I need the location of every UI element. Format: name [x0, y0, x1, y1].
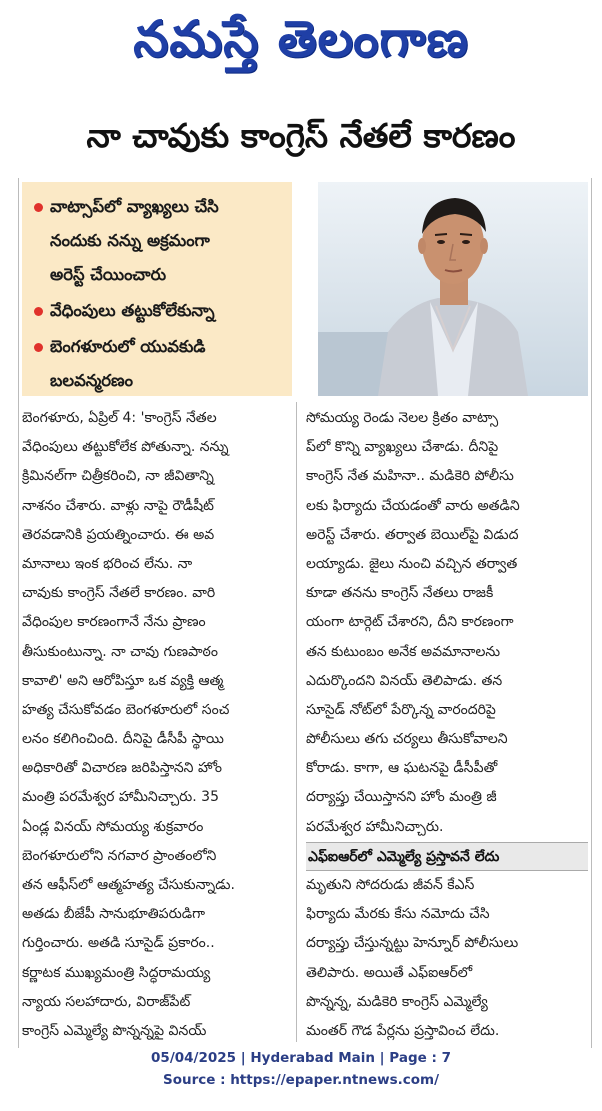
article-line: వేధింపులు తట్టుకోలేక పోతున్నా. నన్ను	[22, 439, 229, 456]
key-point	[30, 330, 286, 398]
source-link[interactable]: Source : https://epaper.ntnews.com/	[162, 1072, 440, 1088]
article-line: మృతుని సోదరుడు జీవన్‌ కేఎస్‌	[306, 877, 475, 893]
article-line: ప్‌లో కొన్ని వ్యాఖ్యలు చేశాడు. దీనిపై	[306, 439, 499, 456]
article-column-right	[306, 404, 588, 1046]
article-line: లనం కలిగించింది. దీనిపై డీసీపీ స్థాయి	[22, 731, 224, 748]
key-points-box	[22, 182, 292, 396]
article-line: బెంగళూరు, ఏప్రిల్‌ 4: 'కాంగ్రెస్‌ నేతల	[22, 410, 217, 426]
key-point-line: వాట్సాప్‌లో వ్యాఖ్యలు చేసి	[50, 197, 219, 216]
article-line: గుర్తించారు. అతడి సూసైడ్‌ ప్రకారం..	[22, 935, 215, 952]
newspaper-masthead: నమస్తే తెలంగాణ	[133, 10, 469, 68]
article-line: సూసైడ్‌ నోట్‌లో పేర్కొన్న వారందరిపై	[306, 701, 496, 718]
key-point-line: బెంగళూరులో యువకుడి	[50, 337, 206, 356]
article-line: పొన్నన్న, మడికెరి కాంగ్రెస్‌ ఎమ్మెల్యే	[306, 993, 488, 1010]
article-line: పోలీసులు తగు చర్యలు తీసుకోవాలని	[306, 731, 508, 748]
article-line: కూడా తనను కాంగ్రెస్‌ నేతలు రాజకీ	[306, 585, 494, 602]
article-line: కావాలి' అని ఆరోపిస్తూ ఒక వ్యక్తి ఆత్మ	[22, 672, 224, 689]
article-line: మంతర్‌ గౌడ పేర్లను ప్రస్తావించ లేదు.	[306, 1022, 500, 1039]
article-line: తెరవడానికి ప్రయత్నించారు. ఈ అవ	[22, 526, 215, 543]
key-point-line: బలవన్మరణం	[50, 371, 134, 390]
article-column-left	[22, 404, 304, 1046]
article-subheading: ఎఫ్‌ఐఆర్‌లో ఎమ్మెల్యే ప్రస్తావనే లేదు	[306, 842, 588, 871]
article-line: వేధింపుల కారణంగానే నేను ప్రాణం	[22, 614, 206, 631]
article-line: చావుకు కాంగ్రెస్‌ నేతలే కారణం. వారి	[22, 585, 216, 602]
article-line: మానాలు ఇంక భరించ లేను. నా	[22, 555, 193, 572]
article-line: అరెస్ట్‌ చేశారు. తర్వాత బెయిల్‌పై విడుద	[306, 526, 519, 543]
article-line: కాంగ్రెస్‌ నేత మహినా.. మడికెరి పోలీసు	[306, 468, 514, 485]
article-line: దర్యాప్తు చేస్తున్నట్టు హెన్నూర్‌ పోలీసులు	[306, 935, 519, 952]
bullet-icon	[34, 307, 43, 316]
article-line: హత్య చేసుకోవడం బెంగళూరులో సంచ	[22, 701, 230, 718]
article-line: ఏండ్ల వినయ్‌ సోమయ్య శుక్రవారం	[22, 818, 204, 835]
edition-info: 05/04/2025 | Hyderabad Main | Page : 7	[151, 1050, 451, 1066]
article-line: అతడు బీజేపీ సానుభూతిపరుడిగా	[22, 906, 206, 923]
key-point	[30, 294, 286, 328]
bullet-icon	[34, 203, 43, 212]
article-line: మంత్రి పరమేశ్వర హామీనిచ్చారు. 35	[22, 789, 219, 806]
article-line: దర్యాప్తు చేయిస్తానని హోం మంత్రి జీ	[306, 789, 497, 806]
article-line: లకు ఫిర్యాదు చేయడంతో వారు అతడిని	[306, 497, 520, 514]
key-point	[30, 190, 286, 292]
person-photo	[318, 182, 588, 396]
article-line: తన కుటుంబం అనేక అవమానాలను	[306, 643, 501, 660]
article-line: ఎదుర్కొందని వినయ్‌ తెలిపాడు. తన	[306, 672, 503, 689]
article-line: బెంగళూరులోని నగవార ప్రాంతంలోని	[22, 847, 217, 864]
article-line: న్యాయ సలహాదారు, విరాజ్‌పేట్‌	[22, 993, 191, 1010]
article-line: అధికారితో విచారణ జరిపిస్తానని హోం	[22, 760, 223, 777]
article-line: లయ్యాడు. జైలు నుంచి వచ్చిన తర్వాత	[306, 555, 518, 572]
article-line: పరమేశ్వర హామీనిచ్చారు.	[306, 818, 444, 835]
article-line: తన ఆఫీస్‌లో ఆత్మహత్య చేసుకున్నాడు.	[22, 877, 235, 893]
key-point-line: అరెస్ట్‌ చేయించారు	[50, 265, 167, 284]
article-line: కర్ణాటక ముఖ్యమంత్రి సిద్ధరామయ్య	[22, 964, 211, 981]
article-headline: నా చావుకు కాంగ్రెస్‌ నేతలే కారణం	[86, 116, 516, 155]
key-point-line: నందుకు నన్ను అక్రమంగా	[50, 231, 210, 250]
article-line: యంగా టార్గెట్‌ చేశారని, దీని కారణంగా	[306, 614, 514, 631]
article-line: నాశనం చేశారు. వాళ్లు నాపై రౌడీషీట్‌	[22, 497, 214, 514]
article-line: ఫిర్యాదు మేరకు కేసు నమోదు చేసి	[306, 906, 490, 923]
article-line: సోమయ్య రెండు నెలల క్రితం వాట్సా	[306, 410, 499, 426]
article-line: క్రిమినల్‌గా చిత్రీకరించి, నా జీవితాన్ని	[22, 468, 214, 485]
key-point-line: వేధింపులు తట్టుకోలేకున్నా	[50, 301, 215, 320]
article-line: కోరాడు. కాగా, ఆ ఘటనపై డీసీపీతో	[306, 760, 498, 777]
bullet-icon	[34, 343, 43, 352]
article-line: తీసుకుంటున్నా. నా చావు గుణపాఠం	[22, 643, 218, 660]
person-photo-illustration	[318, 182, 588, 396]
article-line: కాంగ్రెస్‌ ఎమ్మెల్యే పొన్నన్నపై వినయ్‌	[22, 1022, 207, 1039]
article-line: తెలిపారు. అయితే ఎఫ్‌ఐఆర్‌లో	[306, 964, 473, 981]
